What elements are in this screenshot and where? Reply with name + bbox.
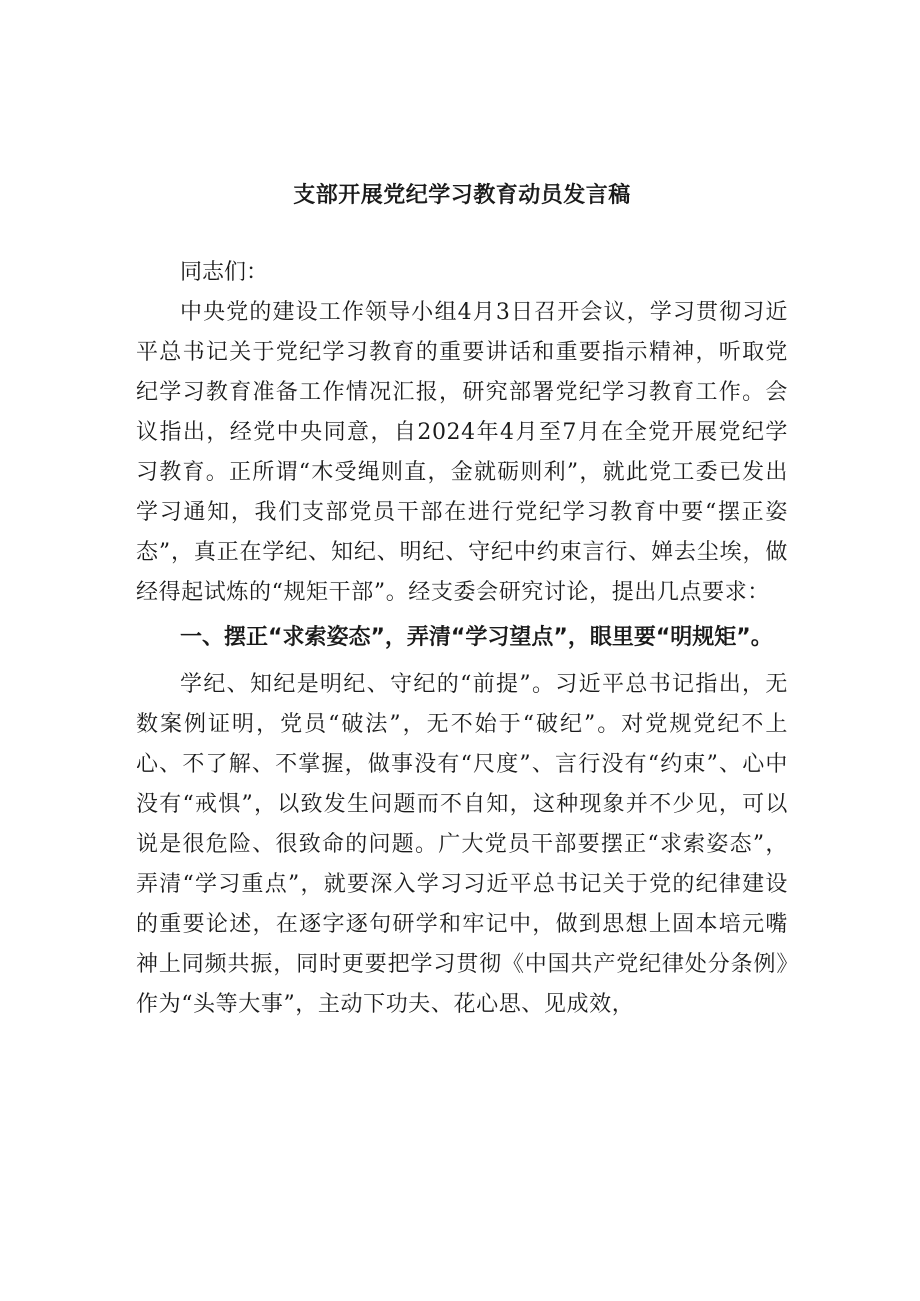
salutation: 同志们：: [180, 260, 269, 285]
document-title: 支部开展党纪学习教育动员发言稿: [293, 183, 631, 208]
intro-paragraph: 中央党的建设工作领导小组4月3日召开会议，学习贯彻习近平总书记关于党纪学习教育的重要讲话和重要指示精神，听取党纪学习教育准备工作情况汇报，研究部署党纪学习教育工作。会议指出，经党中央同意，自2024年4月至7月在全党开展党纪学习教育。正所谓“木受绳则直，金就砺则利”，就此党工委已发出学习通知，我们支部党员干部在进行党纪学习教育中要“摆正姿态”，真正在学纪、知纪、明纪、守纪中约束言行、婵去尘埃，做经得起试炼的“规矩干部”。经支委会研究讨论，提出几点要求：: [136, 300, 788, 605]
section-heading-1: 一、摆正“求索姿态”，弄清“学习望点”，眼里要“明规矩”。: [180, 625, 773, 650]
section-1-paragraph: 学纪、知纪是明纪、守纪的“前提”。习近平总书记指出，无数案例证明，党员“破法”，无不始于“破纪”。对党规党纪不上心、不了解、不掌握，做事没有“尺度”、言行没有“约束”、心中没有“戒惧”，以致发生问题而不自知，这种现象并不少见，可以说是很危险、很致命的问题。广大党员干部要摆正“求索姿态”，弄清“学习重点”，就要深入学习习近平总书记关于党的纪律建设的重要论述，在逐字逐句研学和牢记中，做到思想上固本培元嘴神上同频共振，同时更要把学习贯彻《中国共产党纪律处分条例》作为“头等大事”，主动下功夫、花心思、见成效，: [136, 672, 788, 1017]
document-body: [136, 178, 788, 1025]
